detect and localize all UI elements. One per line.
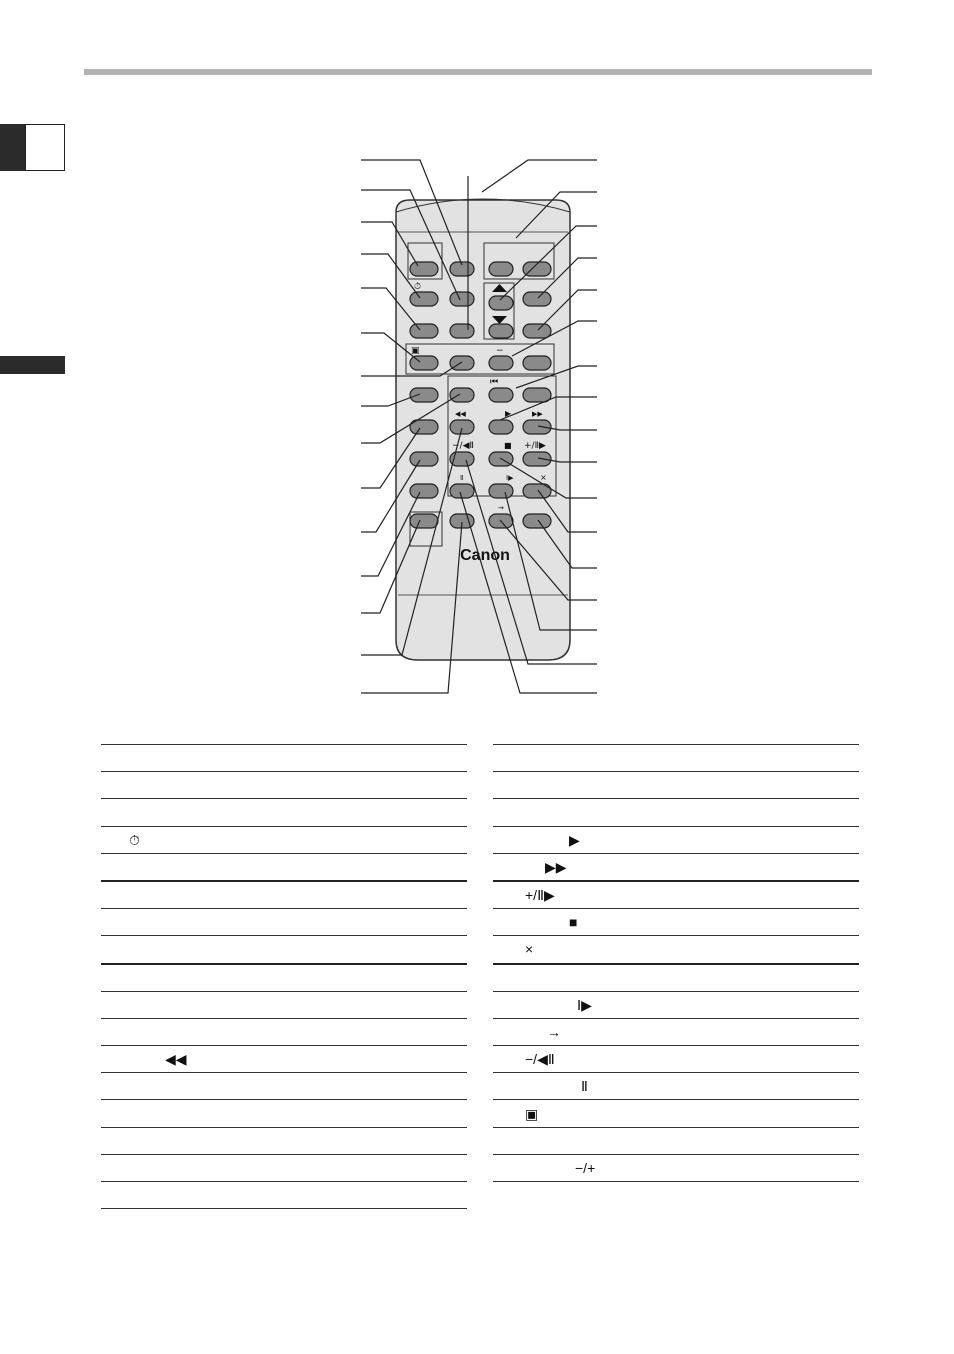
button	[523, 514, 551, 528]
row-symbol-icon: ⏱	[129, 831, 140, 848]
row-symbol-icon: ▶▶	[545, 858, 567, 875]
table-row	[101, 798, 467, 825]
button	[410, 324, 438, 338]
table-row	[493, 771, 859, 798]
table-row	[493, 1099, 859, 1126]
table-row	[493, 880, 859, 908]
button	[489, 420, 513, 434]
button	[410, 388, 438, 402]
parts-table-left	[101, 744, 467, 1209]
parts-table-right	[493, 744, 859, 1182]
plus-slow-icon: +/Ⅱ▶	[524, 441, 546, 451]
row-symbol-icon: →	[547, 1023, 561, 1040]
table-row	[101, 880, 467, 908]
button	[410, 292, 438, 306]
button	[410, 356, 438, 370]
table-row	[493, 963, 859, 991]
table-row	[101, 853, 467, 880]
times-icon: ×	[540, 473, 547, 482]
button	[523, 356, 551, 370]
table-row	[101, 935, 467, 962]
skip-back-icon: ⏮	[490, 377, 499, 387]
minus-slow-icon: −/◀Ⅱ	[452, 441, 474, 451]
row-symbol-icon: ×	[525, 941, 534, 958]
table-row	[493, 798, 859, 825]
table-row	[493, 1045, 859, 1072]
table-row	[493, 1127, 859, 1154]
table-row	[101, 1018, 467, 1045]
rew-icon: ◀◀	[455, 410, 466, 418]
row-symbol-icon: ▶	[569, 831, 580, 848]
table-row	[493, 1072, 859, 1099]
row-symbol-icon: +/Ⅱ▶	[525, 887, 555, 904]
table-row	[101, 1045, 467, 1072]
minus-icon: −	[496, 346, 504, 356]
button	[450, 484, 474, 498]
button	[450, 420, 474, 434]
table-row	[101, 1181, 467, 1209]
button	[450, 388, 474, 402]
table-row	[101, 1072, 467, 1099]
button	[450, 292, 474, 306]
row-symbol-icon: −/+	[575, 1159, 596, 1176]
table-row	[101, 1127, 467, 1154]
table-row	[101, 826, 467, 853]
row-symbol-icon: Ⅱ	[581, 1078, 588, 1095]
pause-icon: Ⅱ	[460, 474, 464, 482]
button	[489, 388, 513, 402]
button	[489, 324, 513, 338]
index-icon: ▣	[411, 346, 420, 356]
table-row	[101, 908, 467, 935]
button	[523, 292, 551, 306]
table-row	[493, 1154, 859, 1182]
table-row	[101, 991, 467, 1018]
table-row	[493, 1018, 859, 1045]
table-row	[493, 744, 859, 771]
table-row	[101, 1099, 467, 1126]
button	[410, 262, 438, 276]
table-row	[493, 853, 859, 880]
button	[523, 388, 551, 402]
table-row	[101, 771, 467, 798]
button	[489, 262, 513, 276]
arrow-icon: →	[498, 504, 504, 512]
table-row	[493, 991, 859, 1018]
button	[410, 484, 438, 498]
slow-icon: Ⅰ▶	[506, 474, 514, 482]
table-row	[101, 1154, 467, 1181]
self-timer-icon: ⏱	[414, 282, 422, 292]
button	[410, 514, 438, 528]
button	[489, 484, 513, 498]
row-symbol-icon: −/◀Ⅱ	[525, 1051, 555, 1068]
row-symbol-icon: Ⅰ▶	[577, 996, 592, 1013]
button	[410, 452, 438, 466]
table-row	[101, 963, 467, 991]
row-symbol-icon: ■	[569, 914, 578, 931]
ff-icon: ▶▶	[532, 410, 543, 418]
play-icon: ▶	[505, 409, 512, 418]
table-row	[493, 935, 859, 962]
row-symbol-icon: ◀◀	[165, 1051, 187, 1068]
table-row	[493, 908, 859, 935]
table-row	[101, 744, 467, 771]
brand-logo: Canon	[460, 547, 510, 564]
table-row	[493, 826, 859, 853]
button	[523, 324, 551, 338]
stop-icon: ■	[504, 441, 512, 450]
row-symbol-icon: ▣	[525, 1105, 539, 1122]
button	[489, 356, 513, 370]
button	[489, 296, 513, 310]
button	[450, 324, 474, 338]
